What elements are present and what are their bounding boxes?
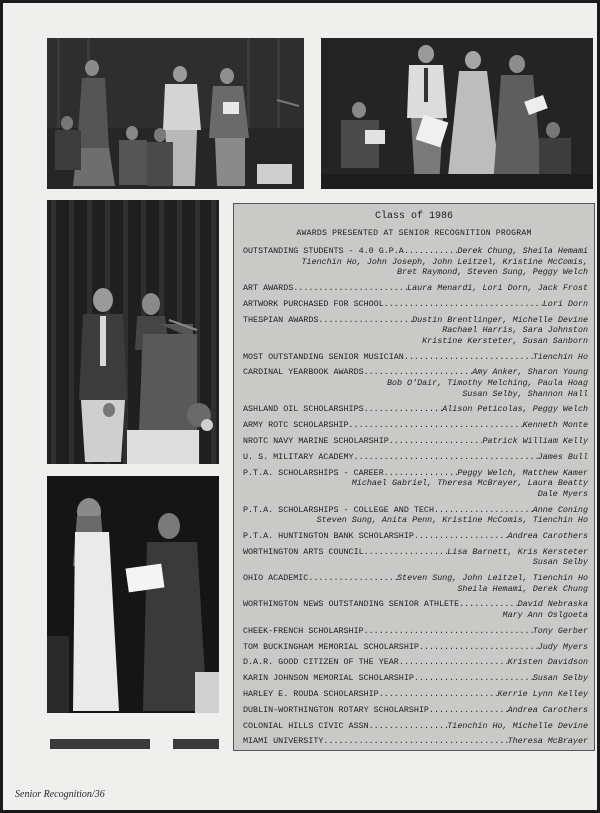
award-recipients-continued: Bret Raymond, Steven Sung, Peggy Welch (397, 267, 588, 278)
award-line (243, 367, 588, 378)
award-title: ART AWARDS (243, 283, 294, 294)
award-recipients: Laura Menardi, Lori Dorn, Jack Frost (407, 283, 588, 294)
dot-leader (409, 246, 457, 257)
photo-certificate-handoff (47, 476, 219, 713)
award-line (243, 404, 588, 415)
award-recipients: Andrea Carothers (507, 530, 588, 541)
dot-leader (318, 315, 412, 326)
awards-list (234, 246, 594, 747)
award-recipients: Andrea Carothers (507, 704, 588, 715)
dot-leader (384, 299, 543, 310)
award-entry (234, 283, 594, 294)
award-line (243, 673, 588, 684)
award-recipients: Judy Myers (537, 641, 588, 652)
photo-strip-left (50, 739, 150, 749)
award-recipients: Tony Gerber (532, 625, 588, 636)
award-entry (234, 315, 594, 347)
award-recipients: Kristen Davidson (507, 657, 588, 668)
award-entry (234, 404, 594, 415)
award-entry (234, 705, 594, 716)
photo-strip-right (173, 739, 219, 749)
dot-leader (364, 547, 448, 558)
award-recipients: Patrick William Kelly (482, 436, 588, 446)
dot-leader (389, 436, 483, 447)
award-entry (234, 736, 594, 747)
award-line (243, 599, 588, 610)
page-footer: Senior Recognition/36 (15, 789, 105, 800)
award-line (243, 283, 588, 294)
award-line (243, 736, 588, 747)
award-line (243, 689, 588, 700)
dot-leader (419, 642, 538, 653)
award-recipients: David Nebraska (517, 599, 588, 610)
award-recipients: Anne Coning (532, 504, 588, 515)
dot-leader (414, 531, 508, 542)
award-title: WORTHINGTON ARTS COUNCIL (243, 546, 364, 557)
award-recipients-continued: Dale Myers (537, 488, 588, 499)
award-recipients-continued: Mary Ann Oslgoeta (502, 610, 588, 621)
award-line (243, 705, 588, 716)
award-recipients-continued: Susan Selby, Shannon Hall (462, 388, 588, 399)
award-line (243, 531, 588, 542)
award-title: P.T.A. HUNTINGTON BANK SCHOLARSHIP (243, 530, 414, 541)
award-line (243, 721, 588, 732)
award-recipients-continued: Rachael Harris, Sara Johnston (442, 325, 588, 336)
award-entry (234, 452, 594, 463)
dot-leader (459, 599, 518, 610)
award-recipients: Tienchin Ho, Michelle Devine (447, 720, 588, 731)
award-recipients-continued: Bob O'Dair, Timothy Melching, Paula Hoag (386, 378, 588, 389)
photo-award-handshake (47, 38, 304, 189)
award-title: OUTSTANDING STUDENTS - 4.0 G.P.A. (243, 246, 409, 257)
award-entry (234, 352, 594, 363)
award-entry (234, 246, 594, 278)
dot-leader (308, 573, 397, 584)
award-line (243, 452, 588, 463)
dot-leader (349, 420, 523, 431)
award-title: U. S. MILITARY ACADEMY (243, 451, 354, 462)
award-title: COLONIAL HILLS CIVIC ASSN (243, 720, 369, 731)
award-title: ARTWORK PURCHASED FOR SCHOOL (243, 298, 384, 309)
award-line (243, 468, 588, 479)
award-recipients-continued: Tienchin Ho, John Joseph, John Leitzel, Kristine McComis, (301, 256, 588, 267)
award-title: DUBLIN-WORTHINGTON ROTARY SCHOLARSHIP (243, 704, 429, 715)
award-title: CARDINAL YEARBOOK AWARDS (243, 367, 364, 378)
dot-leader (364, 626, 533, 637)
dot-leader (364, 404, 443, 415)
award-recipients: Lori Dorn (542, 298, 588, 309)
award-entry (234, 599, 594, 620)
award-line (243, 657, 588, 668)
award-recipients: Peggy Welch, Matthew Kamer (457, 467, 588, 478)
award-entry (234, 626, 594, 637)
award-entry (234, 468, 594, 500)
award-line (243, 626, 588, 637)
dot-leader (369, 721, 448, 732)
dot-leader (399, 657, 508, 668)
dot-leader (293, 283, 407, 294)
award-entry (234, 420, 594, 431)
award-line (243, 436, 588, 447)
dot-leader (429, 705, 508, 716)
award-line (243, 420, 588, 431)
award-entry (234, 367, 594, 399)
award-title: D.A.R. GOOD CITIZEN OF THE YEAR (243, 657, 399, 668)
award-line (243, 352, 588, 363)
award-line (243, 246, 588, 257)
award-entry (234, 531, 594, 542)
award-title: ARMY ROTC SCHOLARSHIP (243, 420, 349, 431)
award-title: OHIO ACADEMIC (243, 573, 309, 584)
award-entry (234, 436, 594, 447)
award-recipients: Steven Sung, John Leitzel, Tienchin Ho (397, 573, 588, 584)
dot-leader (384, 468, 458, 479)
award-title: NROTC NAVY MARINE SCHOLARSHIP (243, 436, 389, 446)
program-title: AWARDS PRESENTED AT SENIOR RECOGNITION PROGRAM (296, 228, 532, 238)
dot-leader (404, 352, 533, 363)
award-entry (234, 721, 594, 732)
award-recipients-continued: Sheila Hemami, Derek Chung (457, 583, 588, 594)
award-recipients: Susan Selby (532, 673, 588, 684)
award-title: MOST OUTSTANDING SENIOR MUSICIAN (243, 351, 404, 362)
award-recipients-continued: Steven Sung, Anita Penn, Kristine McComis, Tienchin Ho (316, 515, 588, 526)
class-title: Class of 1986 (374, 211, 453, 222)
award-recipients-continued: Michael Gabriel, Theresa McBrayer, Laura Beatty (351, 478, 588, 489)
dot-leader (354, 452, 538, 463)
award-line (243, 642, 588, 653)
award-recipients: Amy Anker, Sharon Young (472, 367, 588, 378)
award-recipients-continued: Kristine Kersteter, Susan Sanborn (422, 335, 588, 346)
awards-panel (233, 203, 595, 751)
dot-leader (439, 505, 533, 516)
award-entry (234, 657, 594, 668)
dot-leader (414, 673, 533, 684)
award-entry (234, 547, 594, 568)
award-title: HARLEY E. ROUDA SCHOLARSHIP (243, 688, 379, 699)
award-line (243, 299, 588, 310)
award-entry (234, 689, 594, 700)
award-title: ASHLAND OIL SCHOLARSHIPS (243, 404, 364, 415)
award-entry (234, 299, 594, 310)
dot-leader (364, 367, 473, 378)
award-title: WORTHINGTON NEWS OUTSTANDING SENIOR ATHLETE (243, 599, 460, 610)
photo-podium-speaker (47, 200, 219, 464)
award-title: P.T.A. SCHOLARSHIPS - COLLEGE AND TECH. (243, 504, 440, 515)
award-recipients: Alison Peticolas, Peggy Welch (442, 404, 588, 415)
award-title: TOM BUCKINGHAM MEMORIAL SCHOLARSHIP (243, 641, 419, 652)
award-entry (234, 642, 594, 653)
award-line (243, 315, 588, 326)
dot-leader (379, 689, 498, 700)
award-recipients-continued: Susan Selby (532, 557, 588, 568)
dot-leader (323, 736, 507, 747)
award-recipients: Kerrie Lynn Kelley (497, 688, 588, 699)
award-recipients: James Bull (537, 451, 588, 462)
award-recipients: Derek Chung, Sheila Hemami (457, 246, 588, 257)
award-line (243, 505, 588, 516)
award-entry (234, 673, 594, 684)
award-title: KARIN JOHNSON MEMORIAL SCHOLARSHIP (243, 673, 414, 684)
award-entry (234, 505, 594, 526)
award-line (243, 573, 588, 584)
award-line (243, 547, 588, 558)
award-recipients: Kenneth Monte (522, 420, 588, 431)
award-recipients: Dustin Brentlinger, Michelle Devine (412, 314, 588, 325)
award-recipients: Theresa McBrayer (507, 736, 588, 747)
award-entry (234, 573, 594, 594)
photo-students-with-certificates (321, 38, 593, 189)
award-recipients: Tienchin Ho (532, 351, 588, 362)
award-title: THESPIAN AWARDS (243, 314, 319, 325)
award-title: MIAMI UNIVERSITY (243, 736, 324, 747)
award-recipients: Lisa Barnett, Kris Kersteter (447, 546, 588, 557)
yearbook-page (3, 3, 597, 810)
award-title: CHEEK-FRENCH SCHOLARSHIP (243, 625, 364, 636)
award-title: P.T.A. SCHOLARSHIPS - CAREER (243, 467, 384, 478)
